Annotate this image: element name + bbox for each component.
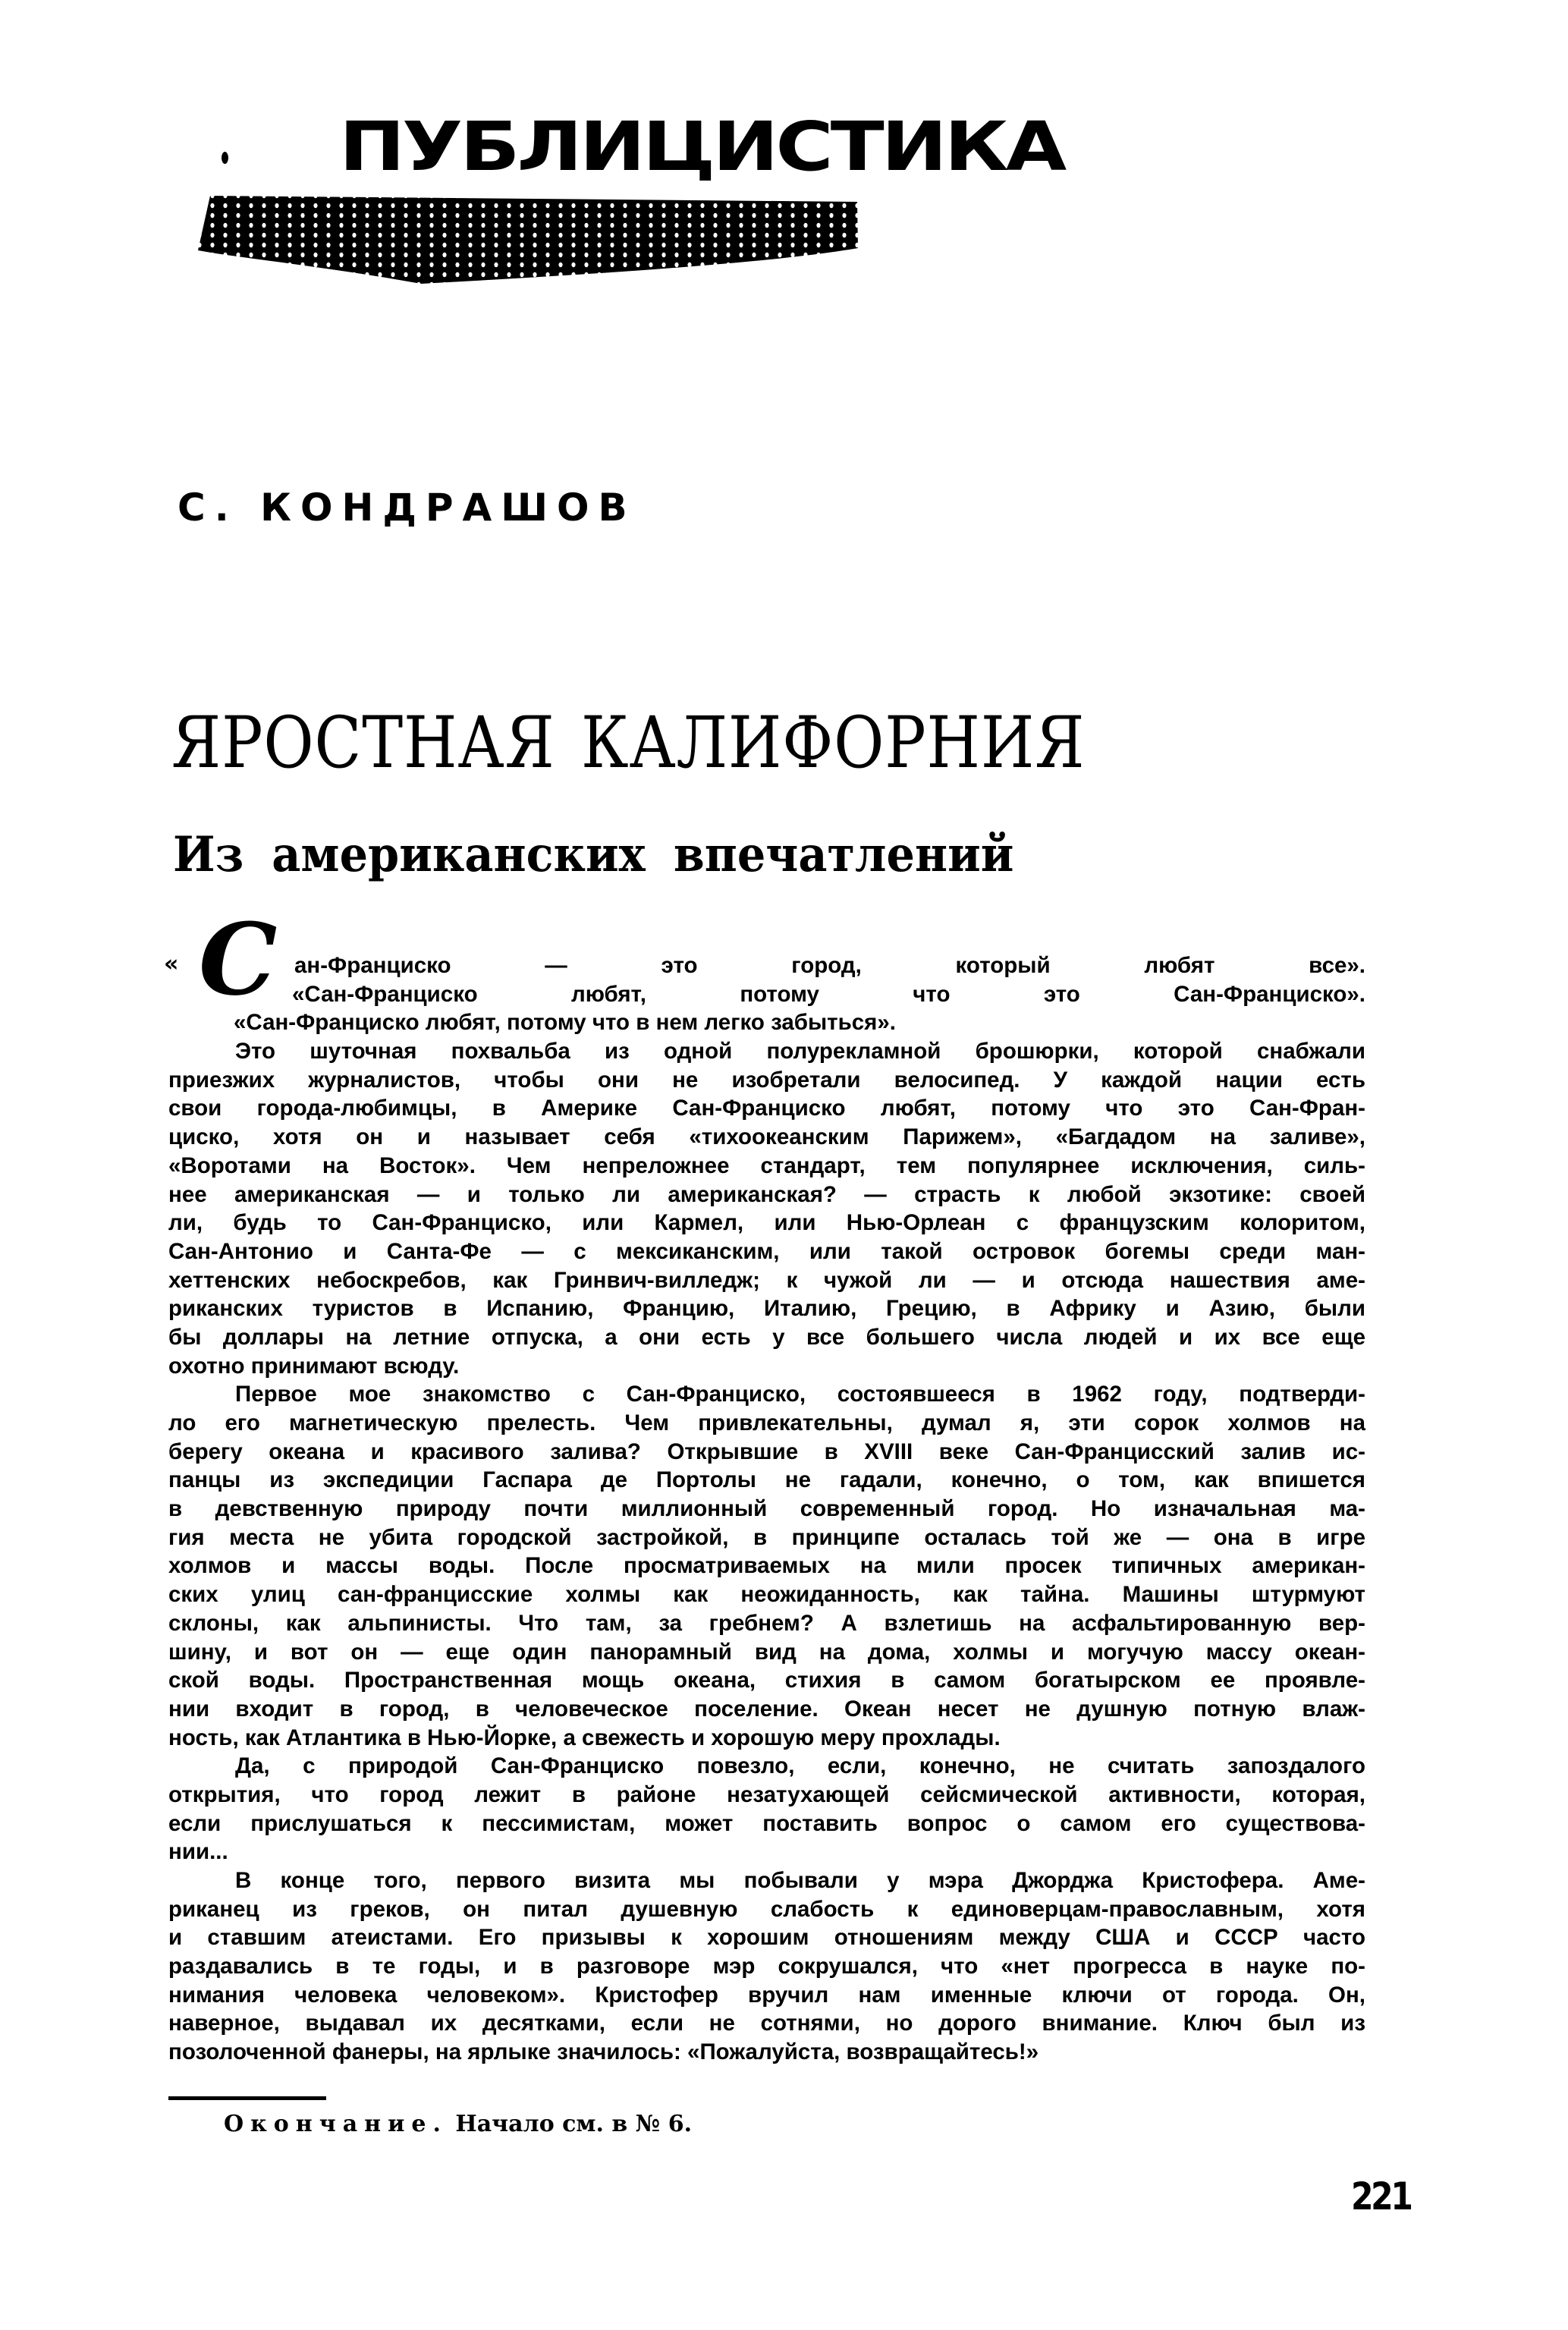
- text-line: приезжих журналистов, чтобы они не изобретали велосипед. У каждой нации есть: [168, 1067, 1365, 1093]
- paragraph: [168, 1380, 1365, 1752]
- text-line: «Сан-Франциско любят, потому что в нем легко забыться».: [234, 1010, 896, 1036]
- text-line: холмов и массы воды. После просматриваемых на мили просек типичных американ-: [168, 1553, 1365, 1579]
- text-line: нии входит в город, в человеческое поселение. Океан несет не душную потную влаж-: [168, 1696, 1365, 1722]
- page-number: 221: [1351, 2174, 1411, 2218]
- text-line: Да, с природой Сан-Франциско повезло, если, конечно, не считать запоздалого: [235, 1753, 1365, 1779]
- title-word-1: ЯРОСТНАЯ: [171, 702, 555, 785]
- text-line: ан-Франциско — это город, который любят все».: [294, 953, 1365, 978]
- drop-cap: С: [199, 901, 278, 1017]
- text-line: нии...: [168, 1839, 228, 1865]
- text-line: Это шуточная похвальба из одной полурекламной брошюрки, которой снабжали: [235, 1039, 1365, 1064]
- footnote-label: Окончание.: [224, 2111, 448, 2137]
- text-line: Первое мое знакомство с Сан-Франциско, состоявшееся в 1962 году, подтверди-: [235, 1382, 1365, 1407]
- text-line: склоны, как альпинисты. Что там, за гребнем? А взлетишь на асфальтированную вер-: [168, 1610, 1365, 1636]
- text-line: берегу океана и красивого залива? Открывшие в XVIII веке Сан-Францисский залив ис-: [168, 1439, 1365, 1464]
- rubric-bullet: [222, 152, 228, 164]
- text-line: циско, хотя он и называет себя «тихоокеанским Парижем», «Багдадом на заливе»,: [168, 1124, 1365, 1150]
- text-line: раздавались в те годы, и в разговоре мэр сокрушался, что «нет прогресса в науке по-: [168, 1954, 1365, 1979]
- text-line: в девственную природу почти миллионный современный город. Но изначальная ма-: [168, 1496, 1365, 1522]
- footnote-text: Начало см. в № 6.: [455, 2111, 693, 2137]
- footnote: [224, 2111, 692, 2137]
- opening-quote-mark: «: [164, 951, 179, 977]
- text-line: ской воды. Пространственная мощь океана, стихия в самом богатырском ее проявле-: [168, 1668, 1365, 1693]
- text-line: ских улиц сан-францисские холмы как неожиданность, как тайна. Машины штурмуют: [168, 1582, 1365, 1608]
- text-line: если прислушаться к пессимистам, может поставить вопрос о самом его существова-: [168, 1810, 1365, 1836]
- article-body: [168, 951, 1365, 2067]
- title-word-2: КАЛИФОРНИЯ: [581, 702, 1086, 785]
- text-line: ли, будь то Сан-Франциско, или Кармел, или Нью-Орлеан с французским колоритом,: [168, 1210, 1365, 1236]
- text-line: ло его магнетическую прелесть. Чем привлекательны, думал я, эти сорок холмов на: [168, 1410, 1365, 1435]
- text-line: риканских туристов в Испанию, Францию, Италию, Грецию, в Африку и Азию, были: [168, 1296, 1365, 1322]
- article-subtitle: Из американских впечатлений: [173, 826, 1014, 883]
- text-line: Сан-Антонио и Санта-Фе — с мексиканским, или такой островок богемы среди ман-: [168, 1238, 1365, 1264]
- text-line: нимания человека человеком». Кристофер вручил нам именные ключи от города. Он,: [168, 1982, 1365, 2008]
- author-name: С. КОНДРАШОВ: [178, 486, 636, 530]
- paragraph: [168, 1866, 1365, 2067]
- rubric-halftone-banner: [193, 191, 861, 286]
- text-line: панцы из экспедиции Гаспара де Портолы не гадали, конечно, о том, как впишется: [168, 1467, 1365, 1493]
- text-line: риканец из греков, он питал душевную слабость к единоверцам-православным, хотя: [168, 1896, 1365, 1922]
- text-line: В конце того, первого визита мы побывали у мэра Джорджа Кристофера. Аме-: [235, 1868, 1365, 1893]
- text-line: гия места не убита городской застройкой, в принципе осталась той же — она в игре: [168, 1524, 1365, 1550]
- text-line: бы доллары на летние отпуска, а они есть у все большего числа людей и их все еще: [168, 1324, 1365, 1350]
- paragraph: [168, 951, 1365, 1037]
- paragraph: [168, 1037, 1365, 1380]
- text-line: охотно принимают всюду.: [168, 1353, 460, 1379]
- text-line: «Воротами на Восток». Чем непреложнее стандарт, тем популярнее исключения, силь-: [168, 1152, 1365, 1178]
- text-line: шину, и вот он — еще один панорамный вид на дома, холмы и могучую массу океан-: [168, 1639, 1365, 1665]
- text-line: и ставшим атеистами. Его призывы к хорошим отношениям между США и СССР часто: [168, 1925, 1365, 1951]
- article-title: [171, 702, 1086, 785]
- text-line: нее американская — и только ли американская? — страсть к любой экзотике: своей: [168, 1181, 1365, 1207]
- text-line: позолоченной фанеры, на ярлыке значилось: «Пожалуйста, возвращайтесь!»: [168, 2039, 1039, 2065]
- text-line: наверное, выдавал их десятками, если не сотнями, но дорого внимание. Ключ был из: [168, 2011, 1365, 2036]
- text-line: открытия, что город лежит в районе незатухающей сейсмической активности, которая,: [168, 1781, 1365, 1807]
- text-line: «Сан-Франциско любят, потому что это Сан-Франциско».: [292, 981, 1365, 1007]
- footnote-rule: [168, 2096, 326, 2100]
- text-line: свои города-любимцы, в Америке Сан-Франциско любят, потому что это Сан-Фран-: [168, 1096, 1365, 1121]
- text-line: ность, как Атлантика в Нью-Йорке, а свежесть и хорошую меру прохлады.: [168, 1725, 1001, 1750]
- text-line: хеттенских небоскребов, как Гринвич-вилледж; к чужой ли — и отсюда нашествия аме-: [168, 1267, 1365, 1293]
- paragraph: [168, 1752, 1365, 1866]
- rubric-heading: ПУБЛИЦИСТИКА: [339, 106, 1064, 187]
